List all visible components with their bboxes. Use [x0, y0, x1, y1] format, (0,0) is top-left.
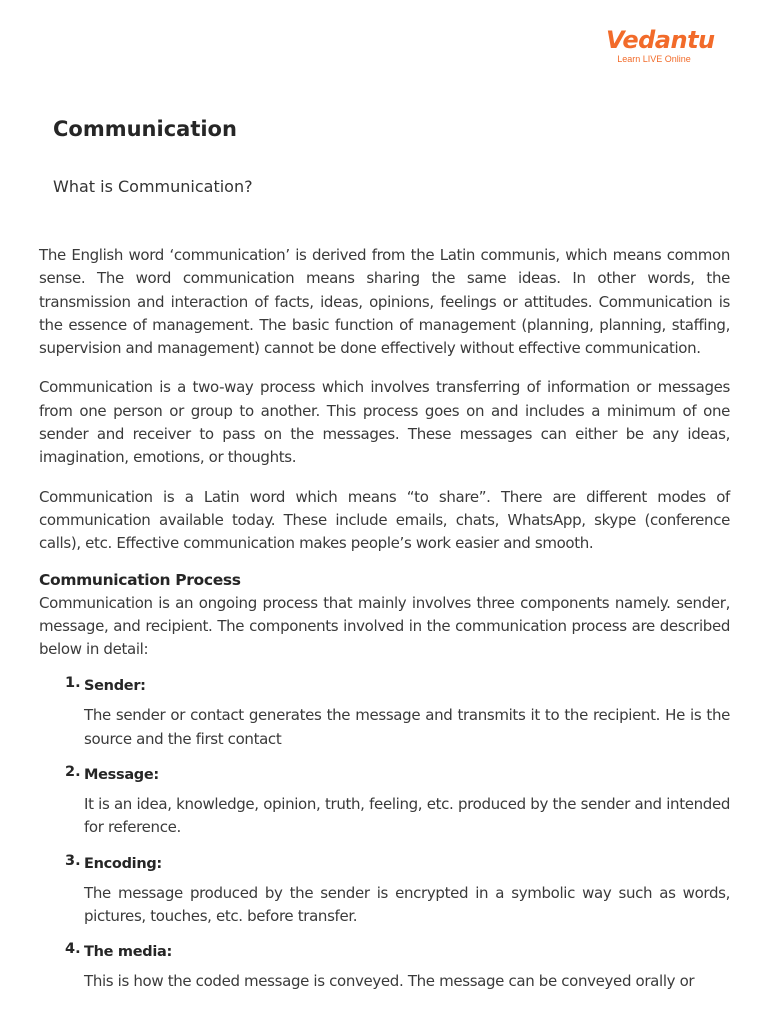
- list-item-title: Message:: [84, 767, 159, 784]
- components-list: [39, 675, 730, 993]
- section-intro: Communication is an ongoing process that mainly involves three components namely. sender, message, and recipient. The components involved in the communication process are described below in detail:: [39, 593, 730, 659]
- list-item-number: 2.: [65, 764, 81, 781]
- list-item-title: Encoding:: [84, 855, 162, 872]
- logo-tagline: Learn LIVE Online: [617, 54, 691, 64]
- document-body: [39, 244, 730, 1007]
- list-item-number: 3.: [65, 852, 81, 869]
- list-item-description: The sender or contact generates the message and transmits it to the recipient. He is the source and the first contact: [84, 706, 730, 748]
- list-item: [39, 853, 730, 929]
- logo-wordmark: Vedantu: [606, 26, 715, 54]
- page-subtitle: What is Communication?: [53, 177, 253, 196]
- paragraph-two-way-process: Communication is a two-way process which involves transferring of information or messages from one person or group to another. This process goes on and includes a minimum of one sender and receiver to pass on the messages. These messages can either be any ideas, imagination, emotions, or thoughts.: [39, 378, 730, 467]
- list-item-number: 1.: [65, 675, 81, 692]
- list-item-title: The media:: [84, 944, 172, 961]
- section-heading: Communication Process: [39, 570, 241, 589]
- list-item: [39, 941, 730, 993]
- list-item-description: This is how the coded message is conveyed. The message can be conveyed orally or: [84, 972, 695, 991]
- paragraph-etymology: The English word ‘communication’ is derived from the Latin communis, which means common sense. The word communication means sharing the same ideas. In other words, the transmission and interaction of facts, ideas, opinions, feelings or attitudes. Communication is the essence of management. The basic function of management (planning, planning, staffing, supervision and management) cannot be done effectively without effective communication.: [39, 246, 730, 358]
- list-item: [39, 764, 730, 840]
- list-item-description: It is an idea, knowledge, opinion, truth, feeling, etc. produced by the sender and intended for reference.: [84, 795, 730, 837]
- list-item-description: The message produced by the sender is encrypted in a symbolic way such as words, pictures, touches, etc. before transfer.: [84, 883, 730, 925]
- page-title: Communication: [53, 117, 237, 141]
- vedantu-logo: [606, 26, 715, 65]
- list-item-title: Sender:: [84, 678, 146, 695]
- list-item-number: 4.: [65, 941, 81, 958]
- list-item: [39, 675, 730, 751]
- paragraph-to-share: Communication is a Latin word which means “to share”. There are different modes of communication available today. These include emails, chats, WhatsApp, skype (conference calls), etc. Effective communication makes people’s work easier and smooth.: [39, 487, 730, 553]
